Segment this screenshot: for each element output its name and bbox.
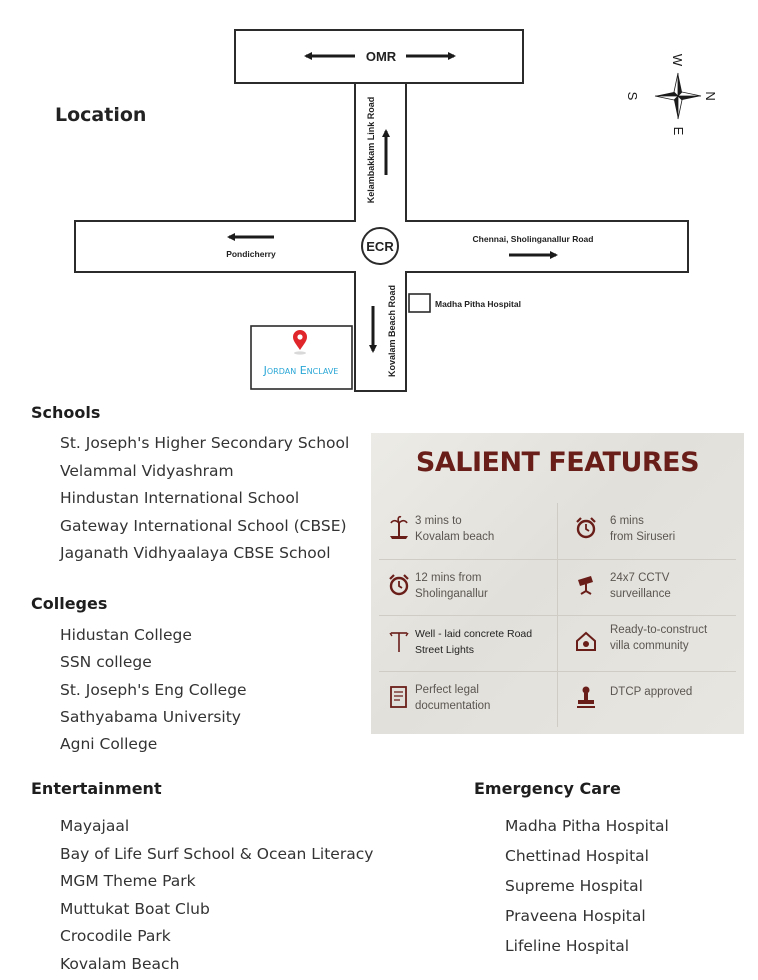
list-item: Bay of Life Surf School & Ocean Literacy: [60, 844, 374, 863]
list-item: St. Joseph's Higher Secondary School: [60, 434, 350, 452]
stamp-icon: [574, 684, 598, 710]
feature-line: Ready-to-construct: [610, 624, 708, 636]
list-item: Praveena Hospital: [505, 907, 646, 925]
list-item: Jaganath Vidhyaalaya CBSE School: [60, 544, 331, 562]
list-item: Madha Pitha Hospital: [505, 817, 669, 835]
compass-n: N: [703, 91, 718, 101]
feature-line: surveillance: [610, 588, 671, 600]
feature-line: 6 mins: [610, 515, 644, 527]
list-item: Gateway International School (CBSE): [60, 516, 347, 535]
feature-cctv: [558, 560, 736, 615]
feature-line: 24x7 CCTV: [610, 572, 670, 584]
compass-s: S: [625, 91, 640, 101]
schools-heading: Schools: [31, 403, 101, 422]
compass-e: E: [671, 126, 686, 136]
compass-rose-icon: [655, 73, 701, 119]
hospital-marker: [409, 294, 430, 312]
features-title: SALIENT FEATURES: [415, 447, 700, 478]
list-item: Chettinad Hospital: [505, 847, 649, 865]
feature-line: Perfect legal: [415, 684, 479, 696]
colleges-heading: Colleges: [31, 594, 108, 613]
document-icon: [387, 684, 411, 710]
kelambakkam-road-label: Kelambakkam Link Road: [366, 96, 376, 204]
chennai-road-label: Chennai, Sholinganallur Road: [472, 234, 594, 244]
list-item: Hindustan International School: [60, 489, 300, 507]
list-item: Supreme Hospital: [505, 877, 643, 895]
emergency-heading: Emergency Care: [474, 779, 621, 798]
list-item: Hidustan College: [60, 626, 192, 644]
colleges-list: [60, 622, 247, 758]
feature-sholinganallur: [379, 560, 557, 615]
list-item: Muttukat Boat Club: [60, 899, 210, 918]
list-item: SSN college: [60, 653, 152, 672]
feature-line: Kovalam beach: [415, 531, 495, 543]
list-item: Sathyabama University: [60, 707, 241, 726]
list-item: Crocodile Park: [60, 927, 171, 945]
feature-kovalam-beach: [379, 503, 557, 558]
feature-line: Sholinganallur: [415, 588, 488, 600]
salient-features-panel: [371, 433, 744, 734]
pondicherry-label: Pondicherry: [226, 249, 276, 259]
cctv-icon: [574, 572, 598, 598]
feature-siruseri: [558, 503, 736, 558]
location-map: [0, 0, 758, 400]
beach-icon: [387, 515, 411, 541]
kovalam-road-label: Kovalam Beach Road: [387, 284, 397, 378]
villa-icon: [574, 628, 598, 654]
feature-dtcp: [558, 672, 736, 727]
ecr-label: ECR: [366, 239, 394, 254]
schools-list: [60, 430, 349, 568]
alarm-clock-icon: [387, 572, 411, 598]
feature-line: Street Lights: [415, 644, 474, 656]
compass-w: W: [670, 53, 685, 67]
feature-villa: [558, 616, 736, 671]
list-item: Mayajaal: [60, 817, 130, 835]
list-item: Agni College: [60, 735, 158, 754]
feature-line: 3 mins to: [415, 515, 462, 527]
list-item: Kovalam Beach: [60, 954, 180, 973]
list-item: St. Joseph's Eng College: [60, 680, 247, 699]
list-item: Velammal Vidyashram: [60, 461, 234, 480]
feature-line: 12 mins from: [415, 572, 482, 584]
street-light-icon: [387, 628, 411, 654]
alarm-clock-icon: [574, 515, 598, 541]
feature-roads: [379, 616, 557, 671]
hospital-label: Madha Pitha Hospital: [435, 299, 521, 309]
list-item: MGM Theme Park: [60, 872, 196, 890]
feature-line: DTCP approved: [610, 686, 693, 698]
entertainment-heading: Entertainment: [31, 779, 162, 798]
omr-label: OMR: [365, 49, 397, 64]
location-heading: Location: [55, 104, 147, 126]
emergency-list: [505, 811, 669, 961]
features-grid: [379, 503, 736, 727]
feature-line: Well - laid concrete Road: [415, 628, 533, 640]
list-item: Lifeline Hospital: [505, 937, 630, 955]
feature-line: villa community: [610, 640, 689, 652]
site-label: Jordan Enclave: [263, 364, 339, 377]
entertainment-list: [60, 813, 373, 978]
feature-line: from Siruseri: [610, 531, 676, 543]
feature-line: documentation: [415, 700, 491, 712]
road-network: [75, 30, 688, 391]
feature-legal: [379, 672, 557, 727]
